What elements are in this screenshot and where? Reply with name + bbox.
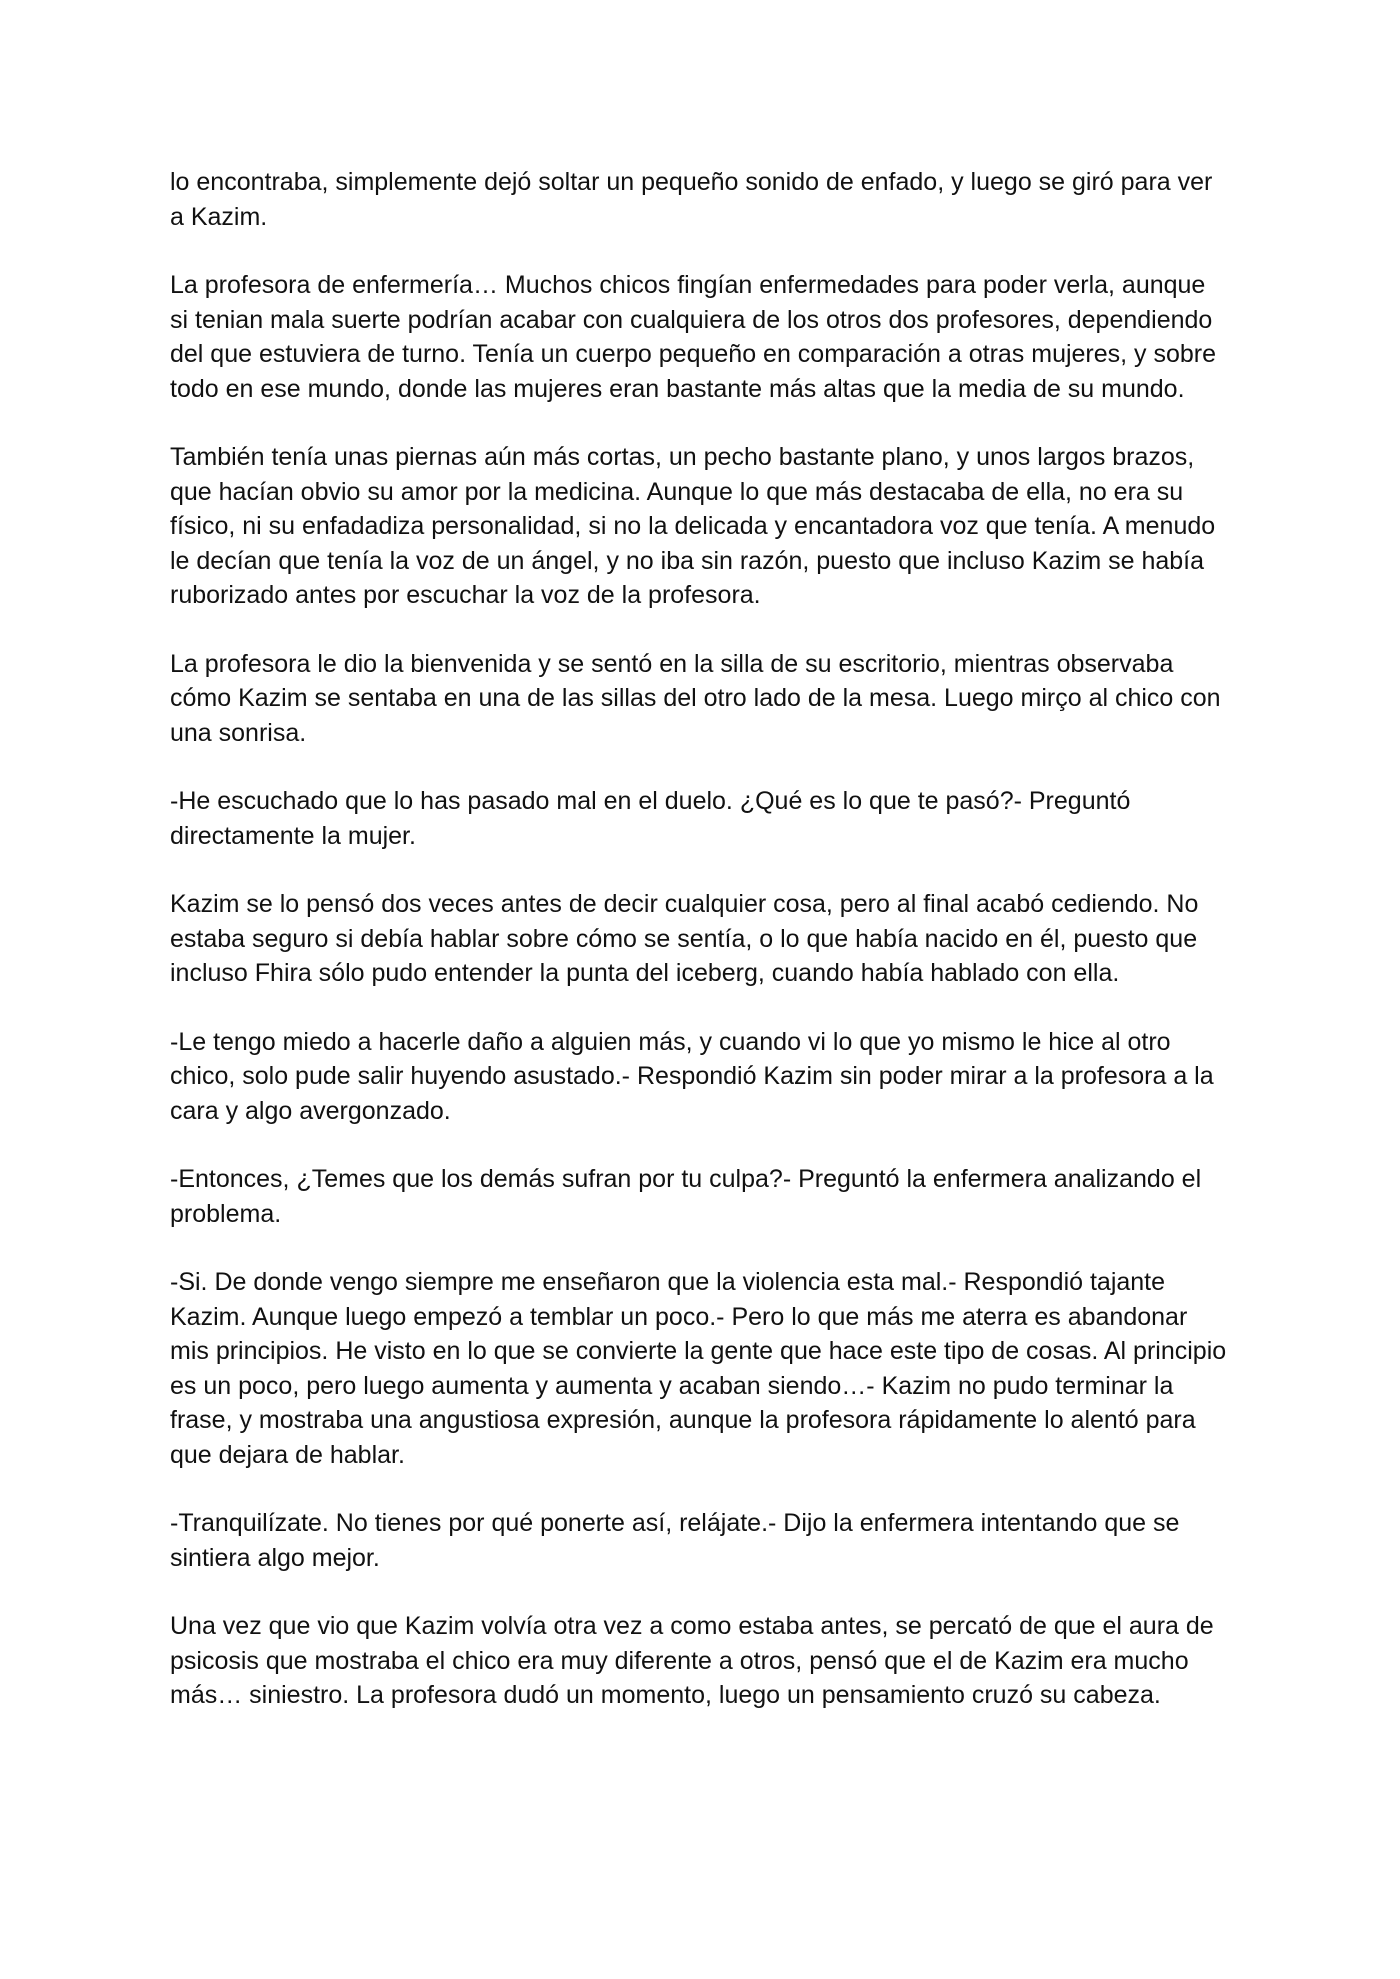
paragraph-3: También tenía unas piernas aún más cortas, un pecho bastante plano, y unos largos brazos, que hacían obvio su amor por la medicina. Aunque lo que más destacaba de ella, no era su físico, ni su enfadadiza personalidad, si no la delicada y encantadora voz que tenía. A menudo le decían que tenía la voz de un ángel, y no iba sin razón, puesto que incluso Kazim se había ruborizado antes por escuchar la voz de la profesora.: [170, 443, 1216, 609]
paragraph-8: -Entonces, ¿Temes que los demás sufran por tu culpa?- Preguntó la enfermera analizando el problema.: [170, 1165, 1202, 1228]
paragraph-5: -He escuchado que lo has pasado mal en el duelo. ¿Qué es lo que te pasó?- Preguntó directamente la mujer.: [170, 787, 1131, 850]
document-body: [170, 165, 1230, 1747]
paragraph-11: Una vez que vio que Kazim volvía otra vez a como estaba antes, se percató de que el aura de psicosis que mostraba el chico era muy diferente a otros, pensó que el de Kazim era mucho más… siniestro. La profesora dudó un momento, luego un pensamiento cruzó su cabeza.: [170, 1612, 1214, 1709]
paragraph-4: La profesora le dio la bienvenida y se sentó en la silla de su escritorio, mientras observaba cómo Kazim se sentaba en una de las sillas del otro lado de la mesa. Luego mirço al chico con una sonrisa.: [170, 649, 1221, 747]
paragraph-2: La profesora de enfermería… Muchos chicos fingían enfermedades para poder verla, aunque si tenian mala suerte podrían acabar con cualquiera de los otros dos profesores, dependiendo del que estuviera de turno. Tenía un cuerpo pequeño en comparación a otras mujeres, y sobre todo en ese mundo, donde las mujeres eran bastante más altas que la media de su mundo.: [170, 271, 1217, 403]
paragraph-7: -Le tengo miedo a hacerle daño a alguien más, y cuando vi lo que yo mismo le hice al otro chico, solo pude salir huyendo asustado.- Respondió Kazim sin poder mirar a la profesora a la cara y algo avergonzado.: [170, 1027, 1214, 1125]
paragraph-10: -Tranquilízate. No tienes por qué ponerte así, relájate.- Dijo la enfermera intentando que se sintiera algo mejor.: [170, 1509, 1180, 1572]
paragraph-1: lo encontraba, simplemente dejó soltar un pequeño sonido de enfado, y luego se giró para ver a Kazim.: [170, 168, 1213, 231]
paragraph-6: Kazim se lo pensó dos veces antes de decir cualquier cosa, pero al final acabó cediendo. No estaba seguro si debía hablar sobre cómo se sentía, o lo que había nacido en él, puesto que incluso Fhira sólo pudo entender la punta del iceberg, cuando había hablado con ella.: [170, 890, 1199, 987]
paragraph-9: -Si. De donde vengo siempre me enseñaron que la violencia esta mal.- Respondió tajante Kazim. Aunque luego empezó a temblar un poco.- Pero lo que más me aterra es abandonar mis principios. He visto en lo que se convierte la gente que hace este tipo de cosas. Al principio es un poco, pero luego aumenta y aumenta y acaban siendo…- Kazim no pudo terminar la frase, y mostraba una angustiosa expresión, aunque la profesora rápidamente lo alentó para que dejara de hablar.: [170, 1268, 1227, 1469]
